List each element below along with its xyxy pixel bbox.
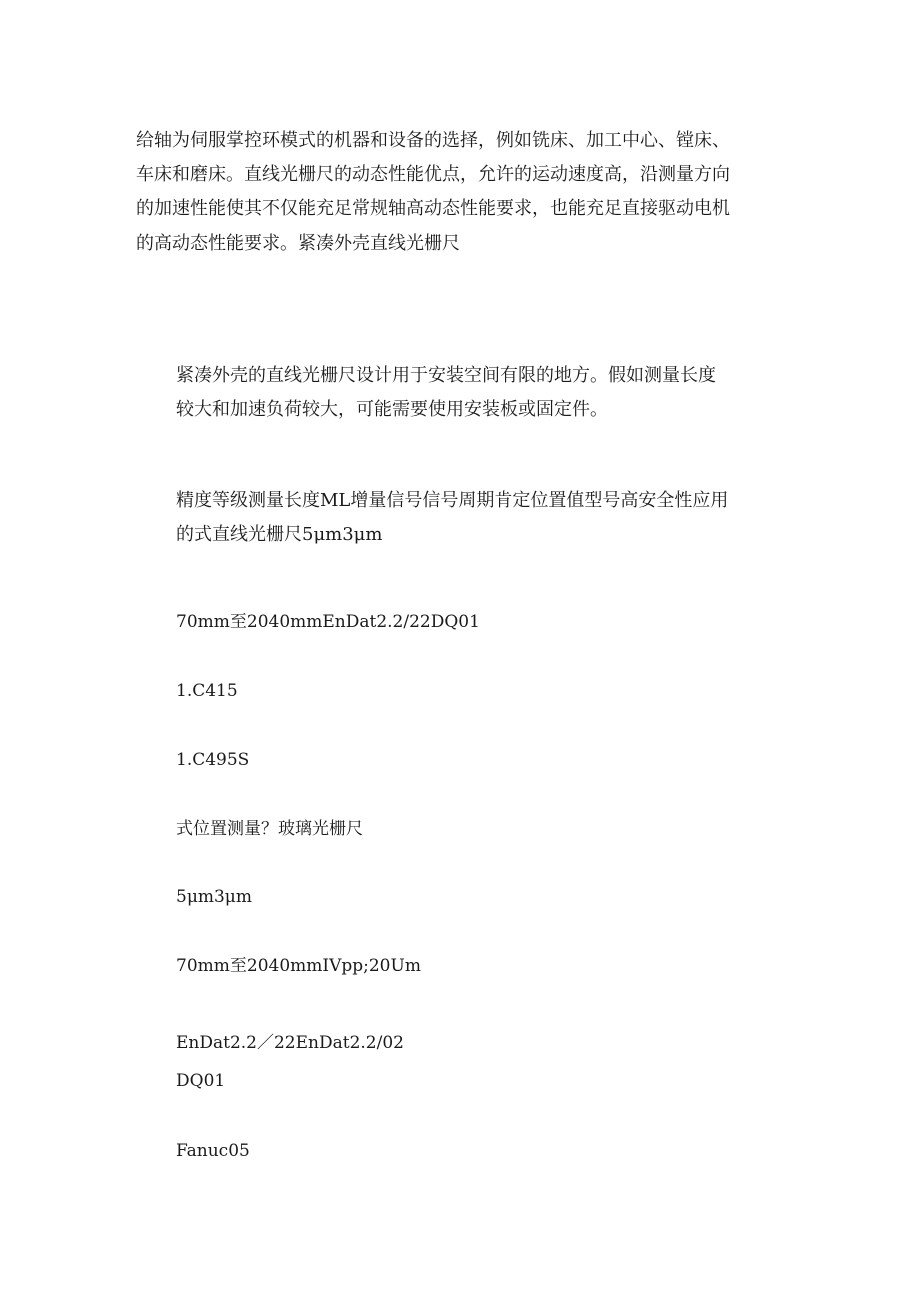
paragraph-compact-housing (136, 359, 796, 427)
text-line: 较大和加速负荷较大，可能需要使用安装板或固定件。 (176, 399, 608, 421)
text-line: 精度等级测量长度ML增量信号信号周期肯定位置值型号高安全性应用 (176, 490, 729, 511)
text-line: 紧凑外壳的直线光栅尺设计用于安装空间有限的地方。假如测量长度 (176, 365, 716, 386)
text-line: 给轴为伺服掌控环模式的机器和设备的选择，例如铣床、加工中心、镗床、 (136, 130, 730, 151)
spec-line-measuring-length-endat: 70mm至2040mmEnDat2.2/22DQ01 (176, 612, 480, 632)
spec-line-accuracy: 5μm3μm (176, 887, 252, 907)
spec-line-model-c495s: 1.C495S (176, 750, 250, 770)
spec-line-endat-interface: EnDat2.2／22EnDat2.2/02 (176, 1033, 404, 1053)
text-line: 的式直线光栅尺5μm3μm (176, 524, 383, 546)
paragraph-spec-header (136, 484, 796, 552)
spec-line-measuring-length-vpp: 70mm至2040mmIVpp;20Um (176, 956, 421, 976)
spec-line-fanuc: Fanuc05 (176, 1141, 250, 1161)
text-line: 的加速性能使其不仅能充足常规轴高动态性能要求，也能充足直接驱动电机 (136, 198, 730, 220)
text-line: 的高动态性能要求。紧凑外壳直线光栅尺 (136, 232, 460, 254)
spec-line-dq01: DQ01 (176, 1071, 226, 1091)
spec-line-glass-scale: 式位置测量？玻璃光栅尺 (176, 819, 363, 839)
text-line: 车床和磨床。直线光栅尺的动态性能优点，允许的运动速度高，沿测量方向 (136, 164, 730, 186)
spec-line-model-c415: 1.C415 (176, 681, 238, 701)
paragraph-application-description (136, 124, 796, 261)
